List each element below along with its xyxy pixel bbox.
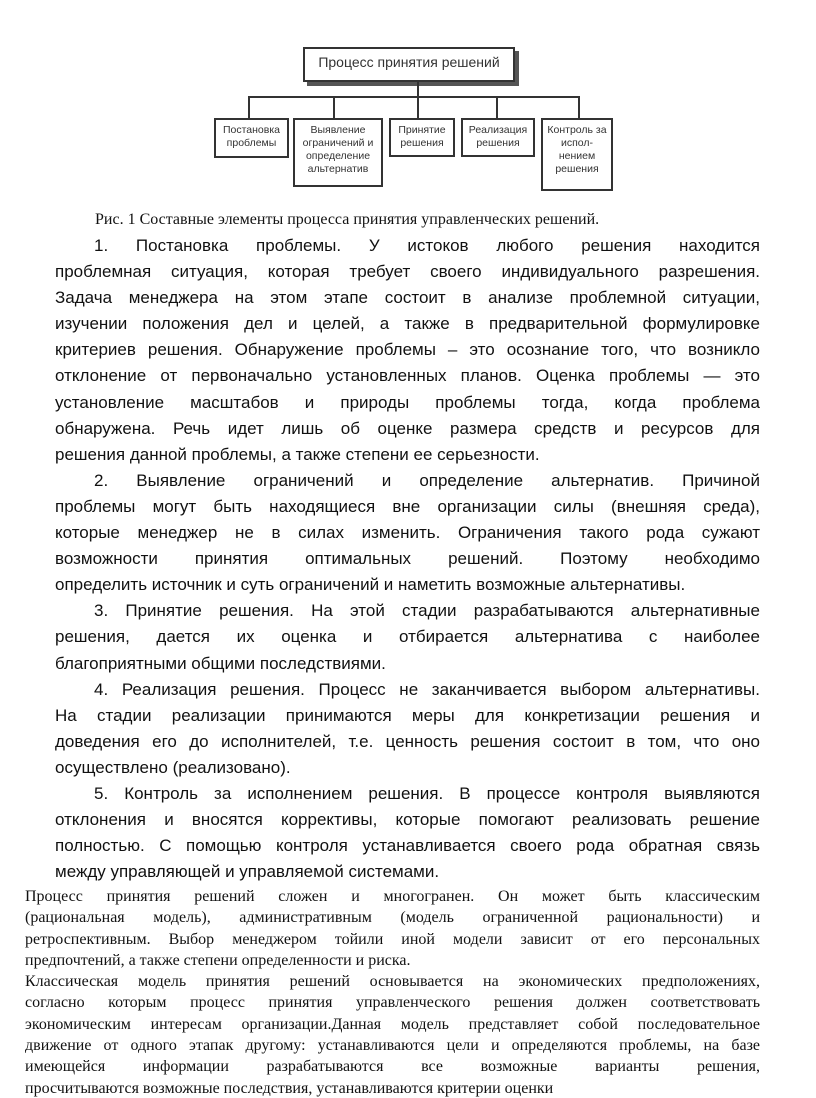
diagram-root-box: Процесс принятия решений [303, 47, 515, 82]
text-line: ретроспективным. Выбор менеджером тойили иной модели зависит от его персональных [25, 930, 760, 948]
text-line: 3. Принятие решения. На этой стадии разрабатываются альтернативные [94, 601, 760, 621]
text-line: проблемы могут быть находящиеся вне организации силы (внешняя среда), [55, 496, 760, 516]
text-line: критериев решения. Обнаружение проблемы – это осознание того, что возникло [55, 340, 760, 360]
text-line: между управляющей и управляемой системами. [55, 862, 440, 882]
text-line: решения, дается их оценка и отбирается альтернатива с наиболее [55, 627, 760, 647]
text-line: 5. Контроль за исполнением решения. В процессе контроля выявляются [94, 783, 760, 803]
paragraph [55, 598, 760, 676]
text-line: 1. Постановка проблемы. У истоков любого решения находится [94, 236, 760, 255]
text-line: благоприятными общими последствиями. [55, 653, 386, 673]
text-line: отклонение от первоначально установленных планов. Оценка проблемы — это [55, 366, 760, 386]
paragraph [55, 781, 760, 885]
connector-line [248, 96, 580, 98]
text-line: На стадии реализации принимаются меры для конкретизации решения и [55, 705, 760, 725]
text-line: движение от одного этапак другому: устанавливаются цели и определяются проблемы, на базе [25, 1037, 760, 1055]
text-line: определить источник и суть ограничений и наметить возможные альтернативы. [55, 575, 686, 595]
diagram-box-problem: Постановка проблемы [214, 118, 289, 158]
text-line: предпочтений, а также степени определенности и риска. [25, 951, 411, 969]
text-line: 4. Реализация решения. Процесс не заканчивается выбором альтернативы. [94, 679, 760, 699]
main-text [55, 233, 760, 885]
paragraph [25, 886, 760, 971]
text-line: установление масштабов и природы проблемы тогда, когда проблема [55, 392, 760, 412]
text-line: которые менеджер не в силах изменить. Ограничения такого рода сужают [55, 523, 760, 543]
text-line: просчитываются возможные последствия, устанавливаются критерии оценки [25, 1079, 554, 1097]
paragraph [55, 468, 760, 598]
connector-line [496, 96, 498, 118]
connector-line [248, 96, 250, 118]
diagram-box-control: Контроль за испол-нением решения [541, 118, 613, 191]
paragraph [55, 677, 760, 781]
text-line: доведения его до исполнителей, т.е. ценность решения состоит в том, что оно [55, 731, 760, 751]
diagram-box-decision: Принятие решения [389, 118, 455, 157]
text-line: имеющейся информации разрабатываются все возможные варианты решения, [25, 1058, 760, 1076]
text-line: 2. Выявление ограничений и определение альтернатив. Причиной [94, 470, 760, 490]
diagram-box-constraints: Выявление ограничений и определение альтернатив [293, 118, 383, 187]
text-line: (рациональная модель), административным (модель ограниченной рациональности) и [25, 909, 760, 927]
text-line: Классическая модель принятия решений основывается на экономических предположениях, [25, 973, 760, 991]
text-line: отклонения и вносятся коррективы, которые помогают реализовать решение [55, 810, 760, 830]
connector-line [578, 96, 580, 118]
figure-caption: Рис. 1 Составные элементы процесса принятия управленческих решений. [95, 211, 600, 228]
text-line: изучении положения дел и целей, а также в предварительной формулировке [55, 314, 760, 334]
connector-line [333, 96, 335, 118]
text-line: Задача менеджера на этом этапе состоит в анализе проблемной ситуации, [55, 288, 760, 308]
serif-text [25, 886, 760, 1098]
text-line: Процесс принятия решений сложен и многогранен. Он может быть классическим [25, 888, 760, 905]
paragraph [55, 233, 760, 468]
text-line: согласно которым процесс принятия управленческого решения должен соответствовать [25, 994, 760, 1012]
text-line: решения данной проблемы, а также степени ее серьезности. [55, 444, 540, 464]
text-line: полностью. С помощью контроля устанавливается своего рода обратная связь [55, 836, 760, 856]
text-line: проблемная ситуация, которая требует своего индивидуального разрешения. [55, 262, 760, 282]
text-line: осуществлено (реализовано). [55, 757, 291, 777]
paragraph [25, 971, 760, 1098]
text-line: экономическим интересам организации.Данная модель представляет собой последовательное [25, 1015, 760, 1033]
connector-line [417, 96, 419, 118]
text-line: обнаружена. Речь идет лишь об оценке размера средств и ресурсов для [55, 418, 760, 438]
diagram-box-implementation: Реализация решения [461, 118, 535, 157]
text-line: возможности принятия оптимальных решений. Поэтому необходимо [55, 549, 760, 569]
